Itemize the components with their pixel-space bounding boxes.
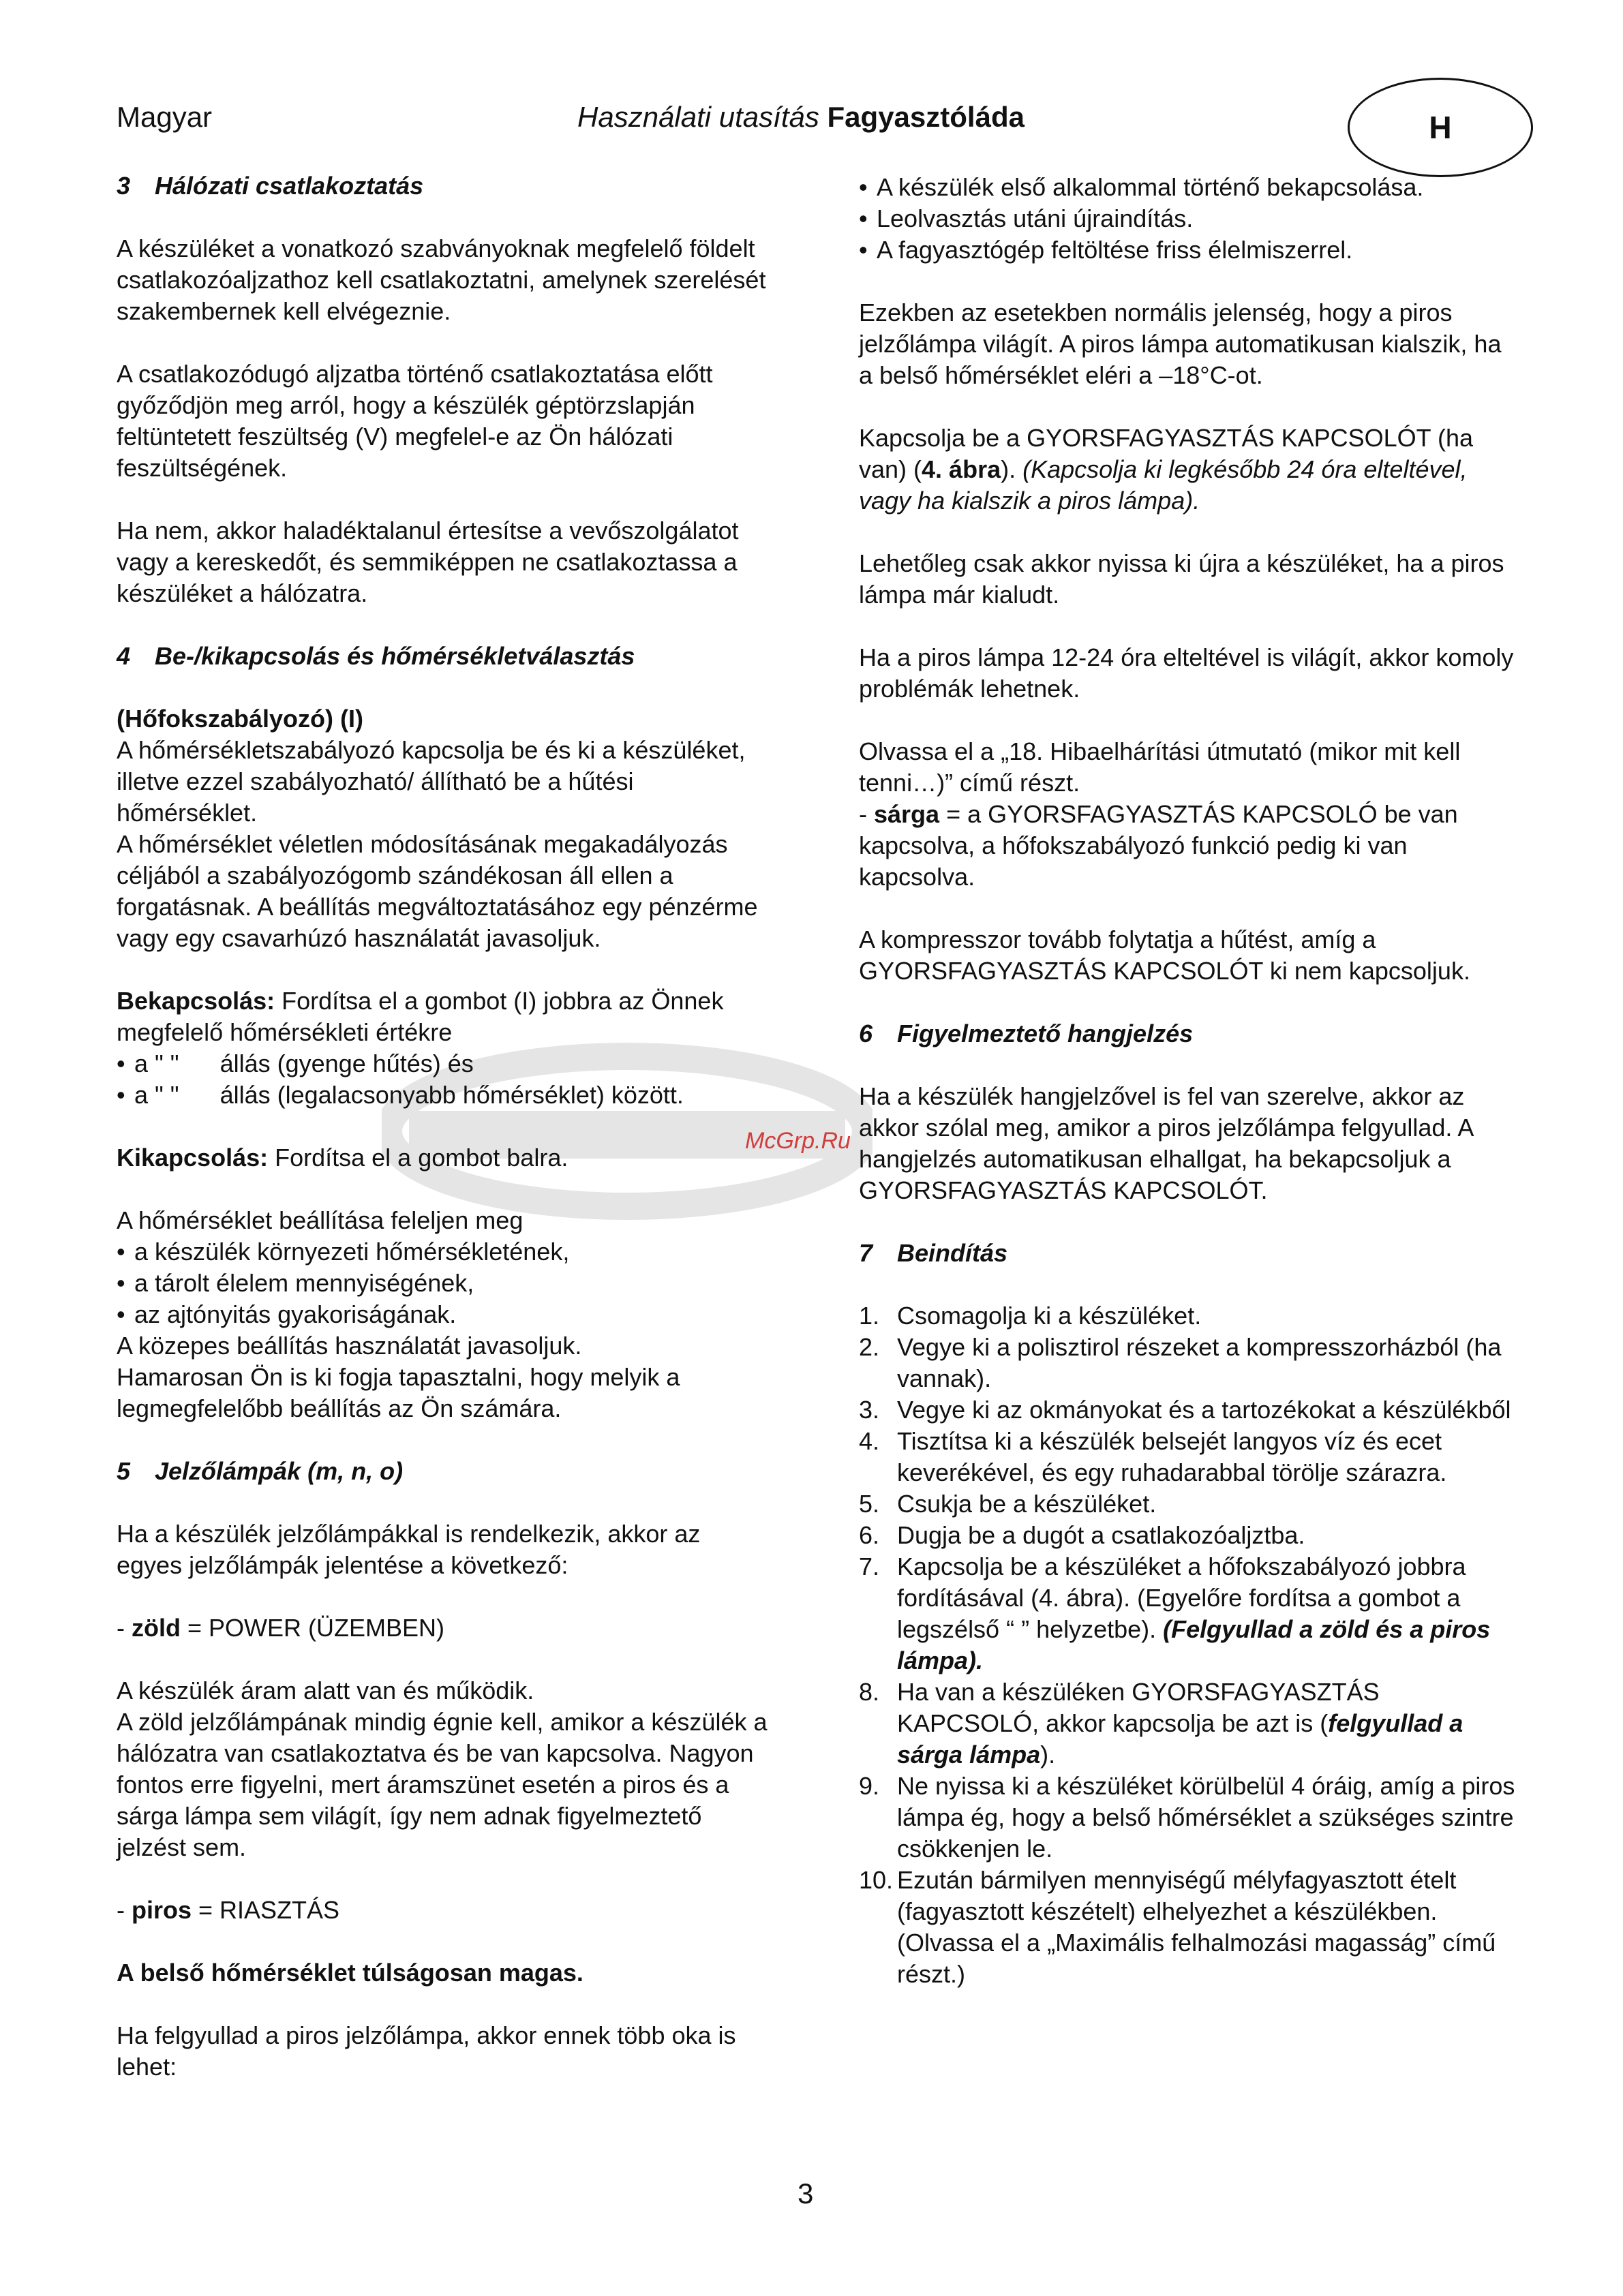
switch-on-list <box>117 1048 771 1111</box>
list-item-prefix: a " " <box>134 1081 179 1109</box>
step-text: ). <box>1040 1741 1056 1769</box>
fast-freeze-paragraph <box>859 423 1520 517</box>
startup-steps-list <box>859 1300 1520 1990</box>
list-item <box>859 1551 1520 1677</box>
step-text: Dugja be a dugót a csatlakozóaljztba. <box>897 1521 1305 1549</box>
section-5-heading <box>117 1456 771 1487</box>
section-4-heading <box>117 641 771 672</box>
list-item-text: állás (gyenge hűtés) és <box>219 1050 474 1077</box>
paragraph: A készüléket a vonatkozó szabványoknak megfelelő földelt csatlakozóaljzathoz kell csatlakoztatni, amelynek szerelését szakembernek kell elvégeznie. <box>117 234 766 325</box>
step-text: Ha van a készüléken GYORSFAGYASZTÁS KAPCSOLÓ, akkor kapcsolja be azt is ( <box>897 1678 1380 1737</box>
left-column <box>117 170 771 2114</box>
paragraph: Hamarosan Ön is ki fogja tapasztalni, hogy melyik a legmegfelelőbb beállítás az Ön számára. <box>117 1363 680 1422</box>
list-item <box>859 1771 1520 1865</box>
list-item <box>859 1426 1520 1488</box>
yellow-text: = a GYORSFAGYASZTÁS KAPCSOLÓ be van kapcsolva, a hőfokszabályozó funkció pedig ki van kapcsolva. <box>859 800 1458 891</box>
list-item <box>859 1520 1520 1551</box>
step-number: 2. <box>859 1333 880 1361</box>
step-text: Csomagolja ki a készüléket. <box>897 1302 1202 1330</box>
step-number: 7. <box>859 1552 880 1580</box>
list-item: • A fagyasztógép feltöltése friss élelmiszerrel. <box>859 234 1520 266</box>
yellow-indicator-line <box>859 799 1520 893</box>
paragraph: Ezekben az esetekben normális jelenség, hogy a piros jelzőlámpa világít. A piros lámpa automatikusan kialszik, ha a belső hőmérséklet eléri a –18°C-ot. <box>859 299 1502 389</box>
step-note: (Felgyullad a zöld és a piros lámpa). <box>897 1615 1491 1674</box>
text: Kapcsolja be a GYORSFAGYASZTÁS KAPCSOLÓT (ha van) ( <box>859 424 1474 483</box>
list-item <box>859 1300 1520 1332</box>
switch-off-text: Fordítsa el a gombot balra. <box>268 1144 568 1172</box>
section-number: 5 <box>117 1457 131 1485</box>
paragraph: A közepes beállítás használatát javasoljuk. <box>117 1332 582 1360</box>
section-title: Beindítás <box>897 1239 1008 1267</box>
paragraph: A zöld jelzőlámpának mindig égnie kell, amikor a készülék a hálózatra van csatlakoztatva és be van kapcsolva. Nagyon fontos erre figyelni, mert áramszünet esetén a piros és a sárga lámpa sem világít, így nem adnak figyelmeztető jelzést sem. <box>117 1708 768 1861</box>
list-item: • az ajtónyitás gyakoriságának. <box>117 1299 771 1330</box>
list-item <box>859 1394 1520 1426</box>
paragraph: Ha a készülék hangjelzővel is fel van szerelve, akkor az akkor szólal meg, amikor a piros jelzőlámpa felgyullad. A hangjelzés automatikusan elhallgat, ha bekapcsoljuk a GYORSFAGYASZTÁS KAPCSOLÓT. <box>859 1082 1473 1204</box>
list-item <box>117 1080 771 1111</box>
section-title: Figyelmeztető hangjelzés <box>897 1020 1194 1047</box>
step-number: 3. <box>859 1396 880 1424</box>
switch-off-paragraph <box>117 1142 771 1174</box>
step-text: Csukja be a készüléket. <box>897 1490 1157 1518</box>
page-number: 3 <box>798 2177 814 2209</box>
step-text: Vegye ki az okmányokat és a tartozékokat a készülékből <box>897 1396 1511 1424</box>
red-text: = RIASZTÁS <box>192 1896 340 1924</box>
list-item <box>859 1677 1520 1771</box>
red-heading: A belső hőmérséklet túlságosan magas. <box>117 1959 583 1987</box>
paragraph: A hőmérsékletszabályozó kapcsolja be és ki a készüléket, illetve ezzel szabályozható/ állítható be a hűtési hőmérséklet. <box>117 736 746 827</box>
paragraph: A hőmérséklet véletlen módosításának megakadályozás céljából a szabályozógomb szándékosan áll ellen a forgatásnak. A beállítás megváltoztatásához egy pénzérme vagy egy csavarhúzó használatát javasoljuk. <box>117 830 758 952</box>
paragraph: Ha a piros lámpa 12-24 óra elteltével is világít, akkor komoly problémák lehetnek. <box>859 643 1514 703</box>
switch-on-label: Bekapcsolás: <box>117 987 275 1015</box>
dash: - <box>117 1614 132 1642</box>
step-text: Vegye ki a polisztirol részeket a kompresszorházból (ha vannak). <box>897 1333 1502 1392</box>
red-label: piros <box>132 1896 192 1924</box>
text: ). <box>1001 455 1023 483</box>
step-text: (Olvassa el a „Maximális felhalmozási magasság” című részt.) <box>897 1929 1496 1988</box>
paragraph: Ha nem, akkor haladéktalanul értesítse a vevőszolgálatot vagy a kereskedőt, és semmiképpen ne csatlakoztassa a készüléket a hálózatra. <box>117 517 739 607</box>
right-column <box>859 172 1520 2021</box>
switch-off-label: Kikapcsolás: <box>117 1144 269 1172</box>
step-text: Tisztítsa ki a készülék belsejét langyos víz és ecet keverékével, és egy ruhadarabbal törölje szárazra. <box>897 1427 1447 1486</box>
paragraph: Ha a készülék jelzőlámpákkal is rendelkezik, akkor az egyes jelzőlámpák jelentése a következő: <box>117 1520 701 1579</box>
paragraph: A hőmérséklet beállítása feleljen meg <box>117 1206 524 1234</box>
list-item <box>117 1048 771 1080</box>
section-number: 4 <box>117 642 131 670</box>
title-italic: Használati utasítás <box>577 101 819 133</box>
step-text: Kapcsolja be a készüléket a hőfokszabályozó jobbra fordításával (4. ábra). (Egyelőre fordítsa a gombot a legszélső “ ” helyzetbe). <box>897 1552 1466 1643</box>
paragraph: A kompresszor tovább folytatja a hűtést, amíg a GYORSFAGYASZTÁS KAPCSOLÓT ki nem kapcsoljuk. <box>859 925 1470 985</box>
list-item <box>859 1865 1520 1990</box>
adjustment-list <box>117 1236 771 1330</box>
paragraph: Lehetőleg csak akkor nyissa ki újra a készüléket, ha a piros lámpa már kialudt. <box>859 549 1504 609</box>
green-label: zöld <box>132 1614 181 1642</box>
language-badge-letter: H <box>1429 110 1452 145</box>
section-6-heading <box>859 1018 1520 1050</box>
watermark-text: McGrp.Ru <box>745 1128 851 1154</box>
note: (Kapcsolja ki legkésőbb 24 óra elteltével, vagy ha kialszik a piros lámpa). <box>859 455 1468 515</box>
title-bold: Fagyasztóláda <box>827 101 1025 133</box>
red-causes-list <box>859 172 1520 266</box>
paragraph: Olvassa el a „18. Hibaelhárítási útmutató (mikor mit kell tenni…)” című részt. <box>859 737 1461 797</box>
language-label: Magyar <box>117 101 213 133</box>
section-title: Be-/kikapcsolás és hőmérsékletválasztás <box>155 642 635 670</box>
switch-on-paragraph <box>117 985 771 1048</box>
language-badge <box>1348 78 1533 177</box>
step-number: 8. <box>859 1678 880 1706</box>
dash: - <box>859 800 874 828</box>
green-text: = POWER (ÜZEMBEN) <box>180 1614 445 1642</box>
section-3-heading <box>117 170 771 202</box>
step-number: 10. <box>859 1866 894 1894</box>
step-number: 4. <box>859 1427 880 1455</box>
step-text: Ne nyissa ki a készüléket körülbelül 4 óráig, amíg a piros lámpa ég, hogy a belső hőmérséklet a szükséges szintre csökkenjen le. <box>897 1772 1515 1863</box>
section-title: Hálózati csatlakoztatás <box>155 172 424 200</box>
step-number: 6. <box>859 1521 880 1549</box>
yellow-label: sárga <box>874 800 940 828</box>
section-number: 3 <box>117 172 131 200</box>
list-item: • Leolvasztás utáni újraindítás. <box>859 203 1520 234</box>
document-title <box>577 101 1025 134</box>
step-number: 9. <box>859 1772 880 1800</box>
paragraph: A készülék áram alatt van és működik. <box>117 1677 534 1704</box>
list-item-prefix: a " " <box>134 1050 179 1077</box>
list-item-text: állás (legalacsonyabb hőmérséklet) között. <box>219 1081 684 1109</box>
red-indicator-line <box>117 1895 771 1926</box>
step-number: 1. <box>859 1302 880 1330</box>
section-title: Jelzőlámpák (m, n, o) <box>155 1457 404 1485</box>
paragraph: Ha felgyullad a piros jelzőlámpa, akkor ennek több oka is lehet: <box>117 2021 736 2081</box>
step-number: 5. <box>859 1490 880 1518</box>
section-number: 6 <box>859 1020 873 1047</box>
list-item <box>859 1332 1520 1394</box>
list-item: • A készülék első alkalommal történő bekapcsolása. <box>859 172 1520 203</box>
paragraph: A csatlakozódugó aljzatba történő csatlakoztatása előtt győződjön meg arról, hogy a készülék géptörzslapján feltüntetett feszültség (V) megfelel-e az Ön hálózati feszültségének. <box>117 360 713 482</box>
section-7-heading <box>859 1238 1520 1269</box>
list-item: • a készülék környezeti hőmérsékletének, <box>117 1236 771 1268</box>
section-number: 7 <box>859 1239 873 1267</box>
step-text: Ezután bármilyen mennyiségű mélyfagyasztott ételt (fagyasztott készételt) elhelyezhet a készülékben. <box>897 1866 1457 1925</box>
thermostat-subheading: (Hőfokszabályozó) (I) <box>117 705 364 733</box>
step-note: felgyullad a sárga lámpa <box>897 1709 1463 1769</box>
switch-on-text: Fordítsa el a gombot (I) jobbra az Önnek megfelelő hőmérsékleti értékre <box>117 987 724 1046</box>
dash: - <box>117 1896 132 1924</box>
list-item <box>859 1488 1520 1520</box>
green-indicator-line <box>117 1612 771 1644</box>
figure-ref: 4. ábra <box>922 455 1001 483</box>
list-item: • a tárolt élelem mennyiségének, <box>117 1268 771 1299</box>
